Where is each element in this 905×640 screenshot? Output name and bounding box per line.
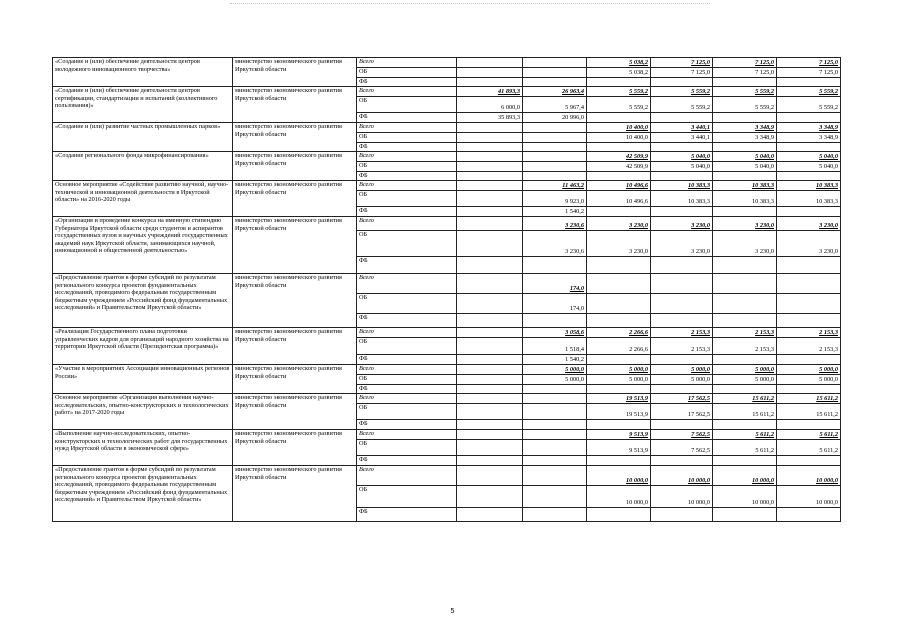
amount-cell — [457, 78, 523, 87]
amount-cell: 19 513,9 — [587, 394, 651, 404]
amount-cell — [523, 404, 587, 420]
activity-name-cell: «Создание и (или) развитие частных промышленных парков» — [53, 123, 233, 152]
funding-source-cell: ОБ — [357, 294, 457, 314]
amount-cell: 35 893,3 — [457, 113, 523, 123]
amount-cell: 5 000,0 — [587, 365, 651, 375]
amount-cell — [713, 257, 777, 274]
funding-source-cell: ОБ — [357, 338, 457, 355]
amount-cell — [777, 274, 841, 294]
amount-cell: 5 559,2 — [587, 97, 651, 113]
amount-cell: 5 040,0 — [777, 152, 841, 162]
funding-source-cell: ОБ — [357, 191, 457, 207]
funding-source-cell: ФБ — [357, 257, 457, 274]
amount-cell — [457, 257, 523, 274]
amount-cell — [523, 394, 587, 404]
amount-cell — [777, 508, 841, 522]
funding-source-cell: ФБ — [357, 355, 457, 365]
amount-cell — [651, 385, 713, 394]
amount-cell: 7 125,0 — [651, 58, 713, 68]
scan-artifact-line — [230, 3, 710, 5]
amount-cell — [713, 508, 777, 522]
funding-source-cell: ОБ — [357, 486, 457, 508]
amount-cell — [777, 355, 841, 365]
amount-cell — [457, 394, 523, 404]
amount-cell — [523, 486, 587, 508]
amount-cell — [457, 58, 523, 68]
amount-cell — [713, 113, 777, 123]
amount-cell — [713, 143, 777, 152]
funding-source-cell: ФБ — [357, 207, 457, 217]
amount-cell: 5 611,2 — [777, 440, 841, 456]
amount-cell: 3 348,9 — [777, 123, 841, 133]
amount-cell: 10 400,0 — [587, 133, 651, 143]
funding-source-cell: ОБ — [357, 162, 457, 172]
amount-cell: 5 040,0 — [777, 162, 841, 172]
amount-cell — [457, 404, 523, 420]
amount-cell — [523, 314, 587, 328]
amount-cell — [587, 385, 651, 394]
amount-cell: 3 230,0 — [713, 231, 777, 257]
amount-cell — [713, 78, 777, 87]
amount-cell — [777, 143, 841, 152]
table-row — [53, 217, 841, 231]
amount-cell — [457, 162, 523, 172]
amount-cell: 3 348,9 — [777, 133, 841, 143]
amount-cell — [713, 385, 777, 394]
table-row — [53, 181, 841, 191]
activity-name-cell: Основное мероприятие «Содействие развитию научной, научно-технической и инновационной деятельности в Иркутской области» на 2016-2020 годы — [53, 181, 233, 217]
funding-source-cell: ФБ — [357, 172, 457, 181]
amount-cell: 3 230,0 — [777, 231, 841, 257]
amount-cell — [713, 314, 777, 328]
amount-cell — [523, 58, 587, 68]
amount-cell: 7 125,0 — [651, 68, 713, 78]
amount-cell: 5 000,0 — [523, 365, 587, 375]
amount-cell — [457, 355, 523, 365]
funding-source-cell: Всего — [357, 365, 457, 375]
amount-cell: 5 000,0 — [713, 365, 777, 375]
amount-cell — [457, 68, 523, 78]
amount-cell — [713, 172, 777, 181]
amount-cell: 10 383,3 — [651, 191, 713, 207]
amount-cell: 7 562,5 — [651, 440, 713, 456]
amount-cell — [457, 314, 523, 328]
amount-cell: 10 000,0 — [777, 466, 841, 486]
amount-cell: 15 611,2 — [713, 404, 777, 420]
amount-cell — [523, 456, 587, 466]
amount-cell — [457, 375, 523, 385]
funding-source-cell: ФБ — [357, 420, 457, 430]
amount-cell — [587, 113, 651, 123]
page-number: 5 — [450, 608, 455, 615]
amount-cell: 3 230,0 — [587, 231, 651, 257]
amount-cell: 10 496,6 — [587, 191, 651, 207]
amount-cell — [651, 207, 713, 217]
amount-cell: 2 266,6 — [587, 328, 651, 338]
amount-cell — [523, 133, 587, 143]
amount-cell: 2 153,3 — [713, 338, 777, 355]
amount-cell: 174,0 — [523, 294, 587, 314]
funding-source-cell: ФБ — [357, 314, 457, 328]
amount-cell — [651, 508, 713, 522]
amount-cell — [587, 257, 651, 274]
amount-cell: 7 125,0 — [713, 68, 777, 78]
amount-cell — [457, 274, 523, 294]
amount-cell — [457, 231, 523, 257]
responsible-executor-cell: министерство экономического развития Иркутской области — [233, 466, 357, 522]
funding-source-cell: ФБ — [357, 113, 457, 123]
amount-cell: 9 513,9 — [587, 440, 651, 456]
amount-cell — [457, 191, 523, 207]
amount-cell — [523, 385, 587, 394]
table-row — [53, 123, 841, 133]
amount-cell — [651, 143, 713, 152]
funding-source-cell: ОБ — [357, 440, 457, 456]
table-row — [53, 328, 841, 338]
amount-cell — [457, 430, 523, 440]
funding-source-cell: ОБ — [357, 133, 457, 143]
amount-cell: 10 000,0 — [587, 486, 651, 508]
amount-cell: 5 040,0 — [713, 152, 777, 162]
amount-cell: 3 440,1 — [651, 123, 713, 133]
activity-name-cell: «Реализация Государственного плана подготовки управленческих кадров для организаций народного хозяйства на территории Иркутской области (Президентская программа)» — [53, 328, 233, 365]
responsible-executor-cell: министерство экономического развития Иркутской области — [233, 152, 357, 181]
amount-cell: 9 513,9 — [587, 430, 651, 440]
funding-source-cell: ФБ — [357, 508, 457, 522]
amount-cell: 3 230,0 — [651, 217, 713, 231]
amount-cell: 19 513,9 — [587, 404, 651, 420]
amount-cell: 9 923,0 — [523, 191, 587, 207]
amount-cell: 5 611,2 — [713, 440, 777, 456]
amount-cell — [523, 466, 587, 486]
amount-cell — [777, 257, 841, 274]
funding-source-cell: ОБ — [357, 97, 457, 113]
amount-cell: 3 230,0 — [587, 217, 651, 231]
table-row — [53, 152, 841, 162]
amount-cell: 5 559,2 — [651, 87, 713, 97]
funding-source-cell: ОБ — [357, 68, 457, 78]
amount-cell — [523, 152, 587, 162]
responsible-executor-cell: министерство экономического развития Иркутской области — [233, 365, 357, 394]
amount-cell — [713, 420, 777, 430]
amount-cell: 10 000,0 — [587, 466, 651, 486]
activity-name-cell: «Создание регионального фонда микрофинансирования» — [53, 152, 233, 181]
amount-cell — [457, 456, 523, 466]
amount-cell — [713, 207, 777, 217]
amount-cell — [523, 440, 587, 456]
amount-cell — [457, 123, 523, 133]
amount-cell: 10 000,0 — [777, 486, 841, 508]
amount-cell: 2 153,3 — [651, 328, 713, 338]
amount-cell — [587, 420, 651, 430]
funding-source-cell: ОБ — [357, 375, 457, 385]
amount-cell: 5 559,2 — [587, 87, 651, 97]
amount-cell — [777, 294, 841, 314]
activity-name-cell: «Организация и проведение конкурса на именную стипендию Губернатора Иркутской области среди студентов и аспирантов государственных вузов и научных учреждений государственных академий наук Иркутской области, занимающихся научной, инновационной и общественной деятельностью» — [53, 217, 233, 274]
amount-cell — [523, 123, 587, 133]
responsible-executor-cell: министерство экономического развития Иркутской области — [233, 430, 357, 466]
table-row — [53, 365, 841, 375]
amount-cell — [523, 172, 587, 181]
amount-cell — [651, 456, 713, 466]
amount-cell — [713, 294, 777, 314]
amount-cell: 3 348,9 — [713, 133, 777, 143]
responsible-executor-cell: министерство экономического развития Иркутской области — [233, 394, 357, 430]
amount-cell — [457, 143, 523, 152]
amount-cell — [777, 113, 841, 123]
amount-cell: 17 562,5 — [651, 404, 713, 420]
amount-cell: 7 125,0 — [713, 58, 777, 68]
amount-cell: 174,0 — [523, 274, 587, 294]
funding-source-cell: Всего — [357, 58, 457, 68]
amount-cell: 5 559,2 — [777, 97, 841, 113]
amount-cell — [587, 508, 651, 522]
amount-cell: 3 440,1 — [651, 133, 713, 143]
amount-cell: 11 463,2 — [523, 181, 587, 191]
amount-cell — [457, 440, 523, 456]
amount-cell — [523, 430, 587, 440]
responsible-executor-cell: министерство экономического развития Иркутской области — [233, 181, 357, 217]
funding-source-cell: Всего — [357, 181, 457, 191]
responsible-executor-cell: министерство экономического развития Иркутской области — [233, 328, 357, 365]
amount-cell: 10 383,3 — [777, 181, 841, 191]
amount-cell: 7 562,5 — [651, 430, 713, 440]
amount-cell — [457, 328, 523, 338]
amount-cell — [777, 420, 841, 430]
amount-cell: 5 040,0 — [713, 162, 777, 172]
amount-cell — [457, 385, 523, 394]
amount-cell — [457, 217, 523, 231]
amount-cell: 5 040,0 — [651, 162, 713, 172]
amount-cell: 2 266,6 — [587, 338, 651, 355]
table-row — [53, 58, 841, 68]
amount-cell: 3 058,6 — [523, 328, 587, 338]
amount-cell — [587, 314, 651, 328]
amount-cell: 41 893,3 — [457, 87, 523, 97]
amount-cell — [523, 508, 587, 522]
amount-cell: 5 000,0 — [777, 365, 841, 375]
amount-cell — [457, 466, 523, 486]
amount-cell — [713, 274, 777, 294]
amount-cell — [777, 172, 841, 181]
amount-cell — [523, 68, 587, 78]
funding-source-cell: ОБ — [357, 404, 457, 420]
amount-cell: 7 125,0 — [777, 58, 841, 68]
amount-cell: 5 000,0 — [713, 375, 777, 385]
amount-cell: 3 230,6 — [523, 231, 587, 257]
amount-cell — [651, 420, 713, 430]
amount-cell — [651, 257, 713, 274]
funding-source-cell: Всего — [357, 152, 457, 162]
responsible-executor-cell: министерство экономического развития Иркутской области — [233, 87, 357, 123]
funding-source-cell: ФБ — [357, 456, 457, 466]
activity-name-cell: Основное мероприятие «Организация выполнения научно-исследовательских, опытно-конструкторских и технологических работ» на 2017-2020 годы — [53, 394, 233, 430]
amount-cell: 5 559,2 — [713, 97, 777, 113]
amount-cell — [777, 385, 841, 394]
amount-cell: 5 611,2 — [777, 430, 841, 440]
funding-source-cell: ФБ — [357, 78, 457, 87]
funding-source-cell: Всего — [357, 217, 457, 231]
amount-cell: 5 611,2 — [713, 430, 777, 440]
amount-cell — [777, 207, 841, 217]
amount-cell — [457, 152, 523, 162]
amount-cell — [523, 162, 587, 172]
amount-cell — [777, 456, 841, 466]
amount-cell — [587, 456, 651, 466]
amount-cell: 3 230,0 — [713, 217, 777, 231]
amount-cell — [587, 172, 651, 181]
amount-cell — [651, 314, 713, 328]
amount-cell: 2 153,3 — [777, 338, 841, 355]
amount-cell: 20 996,0 — [523, 113, 587, 123]
responsible-executor-cell: министерство экономического развития Иркутской области — [233, 274, 357, 328]
amount-cell — [713, 456, 777, 466]
amount-cell — [457, 420, 523, 430]
amount-cell: 5 559,2 — [713, 87, 777, 97]
amount-cell — [587, 207, 651, 217]
table-row — [53, 430, 841, 440]
amount-cell: 10 400,0 — [587, 123, 651, 133]
amount-cell: 26 963,4 — [523, 87, 587, 97]
amount-cell: 15 611,2 — [777, 394, 841, 404]
amount-cell: 5 559,2 — [777, 87, 841, 97]
amount-cell — [651, 78, 713, 87]
amount-cell: 2 153,3 — [651, 338, 713, 355]
amount-cell: 10 000,0 — [713, 486, 777, 508]
funding-source-cell: Всего — [357, 328, 457, 338]
funding-source-cell: Всего — [357, 466, 457, 486]
amount-cell — [651, 355, 713, 365]
responsible-executor-cell: министерство экономического развития Иркутской области — [233, 123, 357, 152]
amount-cell — [457, 133, 523, 143]
amount-cell — [587, 78, 651, 87]
funding-source-cell: Всего — [357, 123, 457, 133]
amount-cell: 2 153,3 — [777, 328, 841, 338]
table-row — [53, 87, 841, 97]
amount-cell: 5 000,0 — [523, 375, 587, 385]
amount-cell — [457, 338, 523, 355]
amount-cell: 15 611,2 — [713, 394, 777, 404]
amount-cell: 5 000,0 — [587, 375, 651, 385]
amount-cell — [651, 294, 713, 314]
table-row — [53, 394, 841, 404]
amount-cell — [777, 78, 841, 87]
amount-cell — [523, 78, 587, 87]
amount-cell: 3 230,6 — [523, 217, 587, 231]
amount-cell: 42 509,9 — [587, 162, 651, 172]
amount-cell: 2 153,3 — [713, 328, 777, 338]
funding-source-cell: ФБ — [357, 143, 457, 152]
amount-cell: 15 611,2 — [777, 404, 841, 420]
budget-table — [52, 57, 841, 522]
amount-cell — [651, 274, 713, 294]
amount-cell — [457, 365, 523, 375]
amount-cell: 5 038,2 — [587, 58, 651, 68]
amount-cell: 10 383,3 — [713, 181, 777, 191]
amount-cell: 3 230,0 — [651, 231, 713, 257]
amount-cell: 1 518,4 — [523, 338, 587, 355]
amount-cell — [587, 274, 651, 294]
amount-cell — [587, 355, 651, 365]
amount-cell: 17 562,5 — [651, 394, 713, 404]
amount-cell: 10 000,0 — [651, 486, 713, 508]
amount-cell: 3 230,0 — [777, 217, 841, 231]
funding-source-cell: Всего — [357, 430, 457, 440]
amount-cell: 5 038,2 — [587, 68, 651, 78]
amount-cell — [523, 257, 587, 274]
activity-name-cell: «Предоставление грантов в форме субсидий по результатам регионального конкурса проектов фундаментальных исследований, проводимого федеральным государственным бюджетным учреждением «Российский фонд фундаментальных исследований» и Правительством Иркутской области» — [53, 274, 233, 328]
activity-name-cell: «Создание и (или) обеспечение деятельности центров сертификации, стандартизации и испытаний (коллективного пользования)» — [53, 87, 233, 123]
amount-cell — [587, 143, 651, 152]
amount-cell: 10 000,0 — [713, 466, 777, 486]
funding-source-cell: Всего — [357, 394, 457, 404]
amount-cell — [523, 143, 587, 152]
amount-cell: 1 540,2 — [523, 355, 587, 365]
amount-cell: 1 540,2 — [523, 207, 587, 217]
table-row — [53, 466, 841, 486]
amount-cell: 5 000,0 — [777, 375, 841, 385]
funding-source-cell: ОБ — [357, 231, 457, 257]
amount-cell: 10 000,0 — [651, 466, 713, 486]
amount-cell: 6 000,0 — [457, 97, 523, 113]
amount-cell: 10 383,3 — [713, 191, 777, 207]
table-row — [53, 274, 841, 294]
amount-cell — [651, 172, 713, 181]
amount-cell: 3 348,9 — [713, 123, 777, 133]
amount-cell — [713, 355, 777, 365]
amount-cell: 5 000,0 — [651, 365, 713, 375]
amount-cell — [457, 486, 523, 508]
amount-cell: 5 967,4 — [523, 97, 587, 113]
activity-name-cell: «Создание и (или) обеспечение деятельности центров молодежного инновационного творчества» — [53, 58, 233, 87]
amount-cell — [523, 420, 587, 430]
amount-cell — [587, 294, 651, 314]
amount-cell — [651, 113, 713, 123]
amount-cell: 42 509,9 — [587, 152, 651, 162]
activity-name-cell: «Участие в мероприятиях Ассоциации инновационных регионов России» — [53, 365, 233, 394]
amount-cell — [457, 181, 523, 191]
amount-cell — [457, 207, 523, 217]
amount-cell: 7 125,0 — [777, 68, 841, 78]
activity-name-cell: «Выполнение научно-исследовательских, опытно-конструкторских и технологических работ для государственных нужд Иркутской области в экономической сфере» — [53, 430, 233, 466]
amount-cell: 10 383,3 — [777, 191, 841, 207]
activity-name-cell: «Предоставление грантов в форме субсидий по результатам регионального конкурса проектов фундаментальных исследований, проводимого федеральным государственным бюджетным учреждением «Российский фонд фундаментальных исследований» и Правительством Иркутской области» — [53, 466, 233, 522]
amount-cell — [457, 508, 523, 522]
amount-cell — [777, 314, 841, 328]
amount-cell: 5 000,0 — [651, 375, 713, 385]
funding-source-cell: Всего — [357, 87, 457, 97]
amount-cell: 5 559,2 — [651, 97, 713, 113]
amount-cell: 10 383,3 — [651, 181, 713, 191]
amount-cell: 5 040,0 — [651, 152, 713, 162]
funding-source-cell: ФБ — [357, 385, 457, 394]
amount-cell — [457, 294, 523, 314]
amount-cell — [457, 172, 523, 181]
responsible-executor-cell: министерство экономического развития Иркутской области — [233, 217, 357, 274]
funding-source-cell: Всего — [357, 274, 457, 294]
amount-cell: 10 496,6 — [587, 181, 651, 191]
responsible-executor-cell: министерство экономического развития Иркутской области — [233, 58, 357, 87]
